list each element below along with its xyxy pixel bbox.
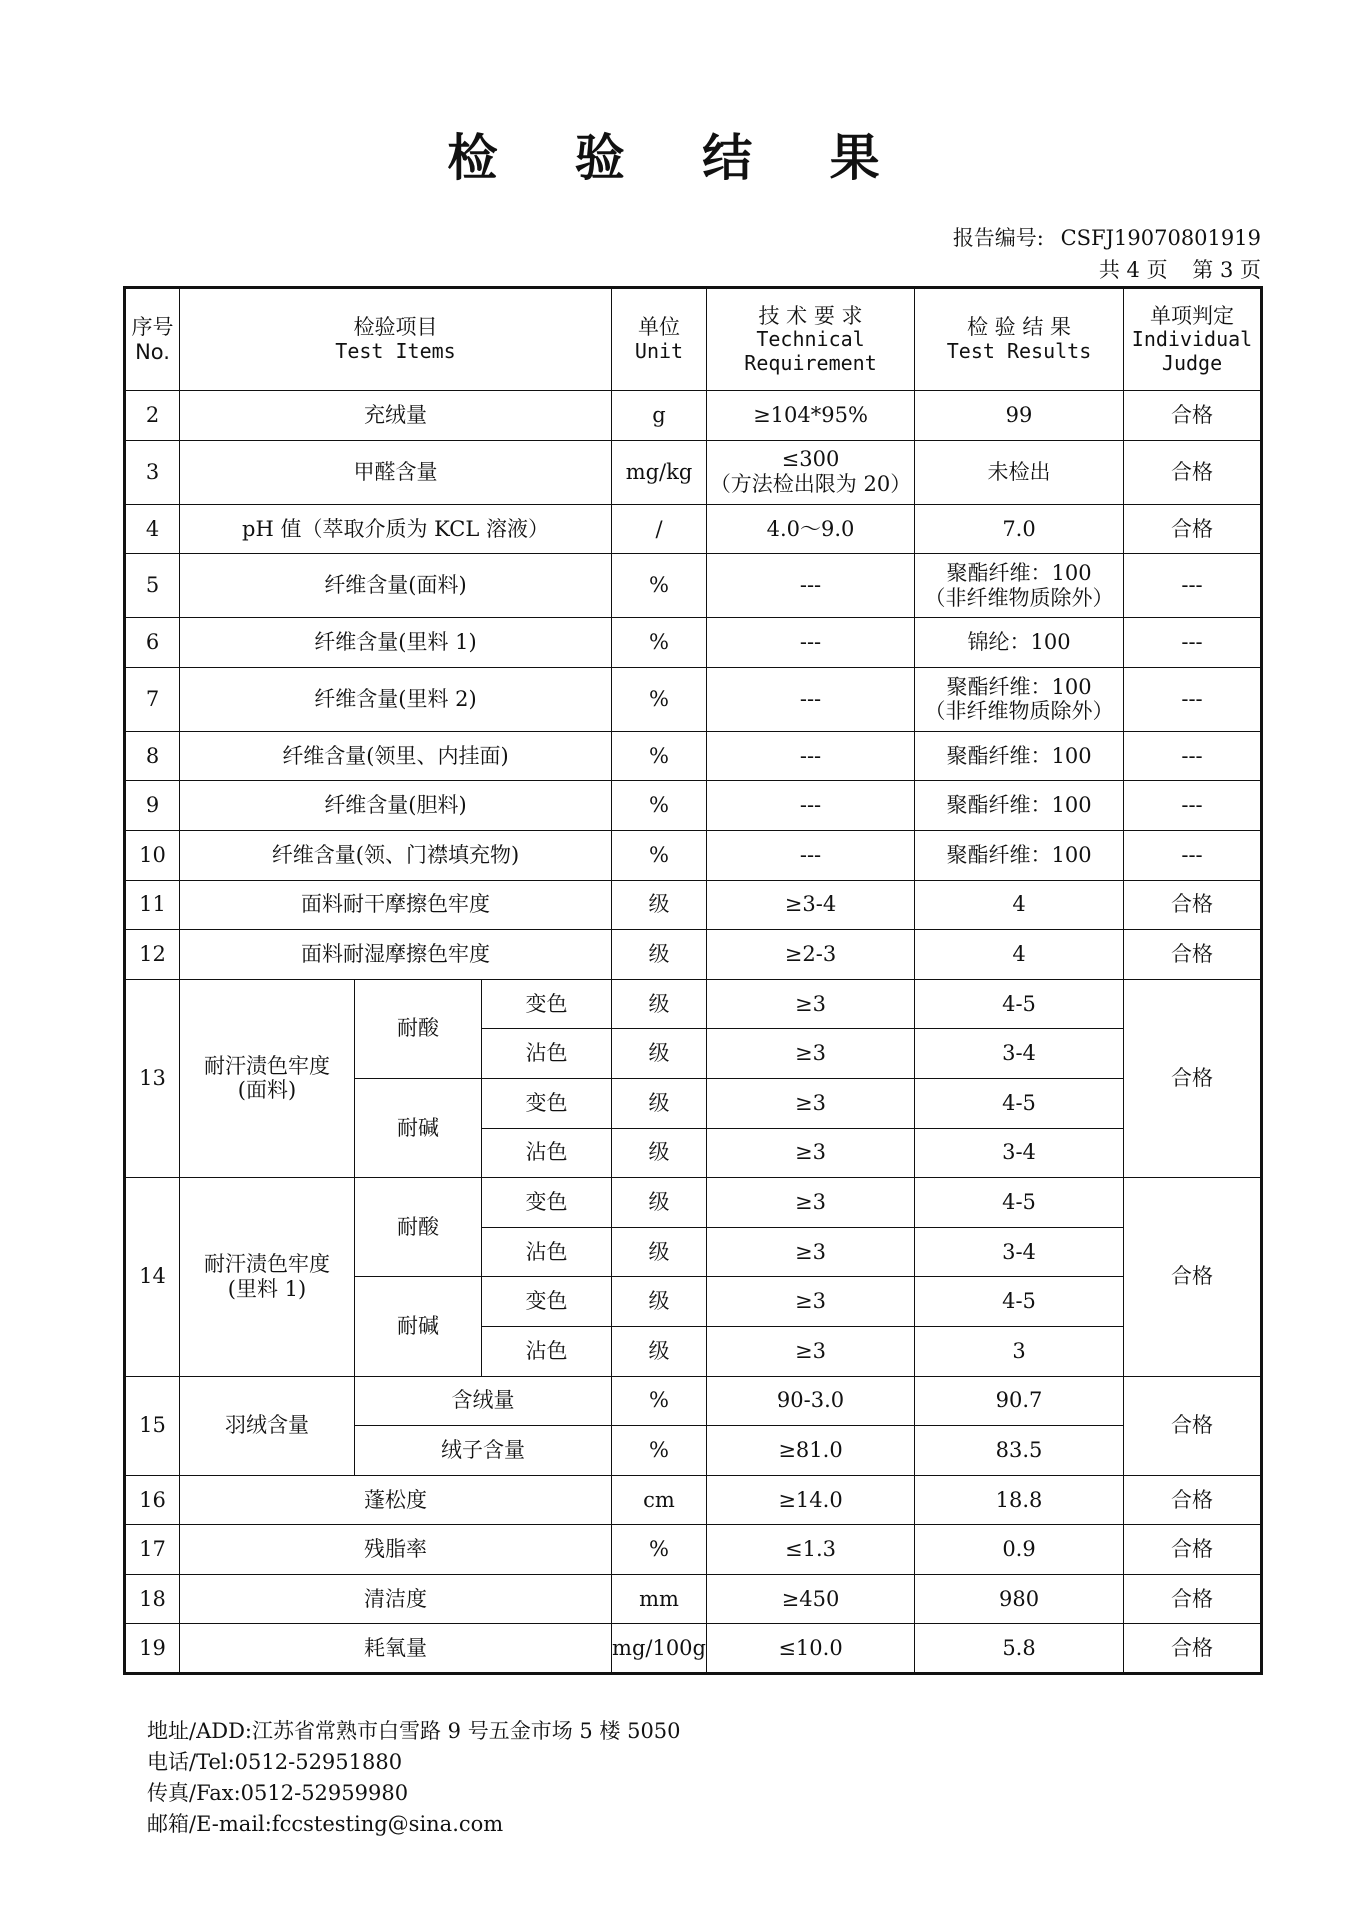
row-subitem: 绒子含量 bbox=[355, 1426, 612, 1476]
row-requirement: 4.0～9.0 bbox=[707, 504, 915, 554]
row-no: 11 bbox=[125, 880, 180, 930]
row-requirement: --- bbox=[707, 667, 915, 731]
row-judge: --- bbox=[1124, 667, 1262, 731]
footer-tel: 电话/Tel:0512-52951880 bbox=[147, 1750, 403, 1774]
row-judge: 合格 bbox=[1124, 880, 1262, 930]
row-unit: / bbox=[612, 504, 707, 554]
row-unit: mg/kg bbox=[612, 440, 707, 504]
row-item: 甲醛含量 bbox=[180, 440, 612, 504]
row-requirement: --- bbox=[707, 830, 915, 880]
row-subgroup: 耐碱 bbox=[355, 1277, 482, 1376]
row-unit: 级 bbox=[612, 1178, 707, 1228]
row-no: 9 bbox=[125, 781, 180, 831]
page-info bbox=[1099, 254, 1261, 284]
table-row bbox=[125, 391, 1262, 441]
row-unit: 级 bbox=[612, 1326, 707, 1376]
row-result: 聚酯纤维：100 （非纤维物质除外） bbox=[915, 667, 1124, 731]
row-no: 10 bbox=[125, 830, 180, 880]
row-unit: mg/100g bbox=[612, 1624, 707, 1674]
row-judge: --- bbox=[1124, 830, 1262, 880]
row-requirement: ≥3 bbox=[707, 1029, 915, 1079]
row-requirement: ≥3 bbox=[707, 1128, 915, 1178]
table-row bbox=[125, 1574, 1262, 1624]
table-row bbox=[125, 440, 1262, 504]
row-requirement: --- bbox=[707, 618, 915, 668]
row-judge: 合格 bbox=[1124, 391, 1262, 441]
row-item: 耐汗渍色牢度 (面料) bbox=[180, 979, 355, 1177]
row-result: 4-5 bbox=[915, 1178, 1124, 1228]
row-unit: 级 bbox=[612, 930, 707, 980]
row-judge: --- bbox=[1124, 554, 1262, 618]
table-row bbox=[125, 731, 1262, 781]
footer-email: 邮箱/E-mail:fccstesting@sina.com bbox=[147, 1812, 504, 1836]
row-requirement: ≥3 bbox=[707, 1277, 915, 1327]
row-requirement: ≤300 （方法检出限为 20） bbox=[707, 440, 915, 504]
table-row bbox=[125, 781, 1262, 831]
row-subitem: 含绒量 bbox=[355, 1376, 612, 1426]
row-no: 19 bbox=[125, 1624, 180, 1674]
row-no: 12 bbox=[125, 930, 180, 980]
row-requirement: ≥3 bbox=[707, 1326, 915, 1376]
row-subgroup: 耐碱 bbox=[355, 1078, 482, 1177]
row-item: 面料耐湿摩擦色牢度 bbox=[180, 930, 612, 980]
row-result: 4 bbox=[915, 880, 1124, 930]
report-number-label: 报告编号: bbox=[952, 226, 1044, 250]
row-item: 残脂率 bbox=[180, 1525, 612, 1575]
table-row bbox=[125, 618, 1262, 668]
row-result: 聚酯纤维：100 （非纤维物质除外） bbox=[915, 554, 1124, 618]
row-judge: 合格 bbox=[1124, 1624, 1262, 1674]
row-no: 18 bbox=[125, 1574, 180, 1624]
row-result: 18.8 bbox=[915, 1475, 1124, 1525]
row-unit: % bbox=[612, 1525, 707, 1575]
row-result: 未检出 bbox=[915, 440, 1124, 504]
row-item: 羽绒含量 bbox=[180, 1376, 355, 1475]
row-result: 4 bbox=[915, 930, 1124, 980]
row-no: 14 bbox=[125, 1178, 180, 1376]
row-unit: 级 bbox=[612, 1078, 707, 1128]
row-result: 4-5 bbox=[915, 1277, 1124, 1327]
row-judge: --- bbox=[1124, 731, 1262, 781]
row-unit: % bbox=[612, 1376, 707, 1426]
report-number-value: CSFJ19070801919 bbox=[1060, 226, 1261, 250]
row-no: 8 bbox=[125, 731, 180, 781]
header-no: 序号 No. bbox=[125, 288, 180, 391]
row-unit: % bbox=[612, 781, 707, 831]
table-row bbox=[125, 1376, 1262, 1426]
header-requirement: 技 术 要 求 Technical Requirement bbox=[707, 288, 915, 391]
row-judge: 合格 bbox=[1124, 504, 1262, 554]
results-table bbox=[123, 286, 1263, 1675]
row-item: 充绒量 bbox=[180, 391, 612, 441]
row-judge: 合格 bbox=[1124, 930, 1262, 980]
row-item: pH 值（萃取介质为 KCL 溶液） bbox=[180, 504, 612, 554]
row-subgroup: 耐酸 bbox=[355, 979, 482, 1078]
row-result: 83.5 bbox=[915, 1426, 1124, 1476]
row-item: 纤维含量(面料) bbox=[180, 554, 612, 618]
row-requirement: ≥3 bbox=[707, 1178, 915, 1228]
row-unit: 级 bbox=[612, 979, 707, 1029]
row-requirement: --- bbox=[707, 554, 915, 618]
row-item: 蓬松度 bbox=[180, 1475, 612, 1525]
table-row bbox=[125, 979, 1262, 1029]
row-no: 6 bbox=[125, 618, 180, 668]
row-unit: 级 bbox=[612, 880, 707, 930]
row-subitem: 沾色 bbox=[482, 1029, 612, 1079]
table-row bbox=[125, 880, 1262, 930]
row-unit: % bbox=[612, 554, 707, 618]
row-no: 5 bbox=[125, 554, 180, 618]
footer-contact bbox=[147, 1716, 681, 1840]
row-subitem: 变色 bbox=[482, 1277, 612, 1327]
row-requirement: ≥104*95% bbox=[707, 391, 915, 441]
row-requirement: ≥3 bbox=[707, 1227, 915, 1277]
row-judge: 合格 bbox=[1124, 1525, 1262, 1575]
row-unit: % bbox=[612, 731, 707, 781]
row-unit: mm bbox=[612, 1574, 707, 1624]
row-result: 99 bbox=[915, 391, 1124, 441]
row-subitem: 变色 bbox=[482, 1178, 612, 1228]
row-no: 7 bbox=[125, 667, 180, 731]
table-row bbox=[125, 830, 1262, 880]
row-requirement: ≥81.0 bbox=[707, 1426, 915, 1476]
row-no: 15 bbox=[125, 1376, 180, 1475]
row-subgroup: 耐酸 bbox=[355, 1178, 482, 1277]
row-unit: % bbox=[612, 618, 707, 668]
row-item: 耗氧量 bbox=[180, 1624, 612, 1674]
row-subitem: 变色 bbox=[482, 979, 612, 1029]
row-subitem: 沾色 bbox=[482, 1128, 612, 1178]
table-row bbox=[125, 930, 1262, 980]
row-judge: 合格 bbox=[1124, 1475, 1262, 1525]
row-subitem: 沾色 bbox=[482, 1326, 612, 1376]
row-requirement: --- bbox=[707, 781, 915, 831]
row-unit: 级 bbox=[612, 1277, 707, 1327]
row-no: 16 bbox=[125, 1475, 180, 1525]
row-no: 2 bbox=[125, 391, 180, 441]
row-item: 纤维含量(领里、内挂面) bbox=[180, 731, 612, 781]
header-results: 检 验 结 果 Test Results bbox=[915, 288, 1124, 391]
table-row bbox=[125, 1178, 1262, 1228]
table-row bbox=[125, 1525, 1262, 1575]
row-result: 3-4 bbox=[915, 1227, 1124, 1277]
row-result: 0.9 bbox=[915, 1525, 1124, 1575]
row-judge: 合格 bbox=[1124, 1376, 1262, 1475]
row-subitem: 变色 bbox=[482, 1078, 612, 1128]
row-no: 3 bbox=[125, 440, 180, 504]
row-judge: 合格 bbox=[1124, 1178, 1262, 1376]
row-item: 清洁度 bbox=[180, 1574, 612, 1624]
row-no: 17 bbox=[125, 1525, 180, 1575]
row-requirement: ≥14.0 bbox=[707, 1475, 915, 1525]
row-item: 纤维含量(里料 1) bbox=[180, 618, 612, 668]
table-row bbox=[125, 554, 1262, 618]
row-result: 4-5 bbox=[915, 1078, 1124, 1128]
row-unit: % bbox=[612, 830, 707, 880]
row-requirement: ≥2-3 bbox=[707, 930, 915, 980]
row-unit: 级 bbox=[612, 1029, 707, 1079]
row-judge: 合格 bbox=[1124, 440, 1262, 504]
row-requirement: 90-3.0 bbox=[707, 1376, 915, 1426]
row-result: 聚酯纤维：100 bbox=[915, 781, 1124, 831]
row-result: 聚酯纤维：100 bbox=[915, 830, 1124, 880]
page-current: 第 3 页 bbox=[1192, 258, 1261, 282]
row-item: 纤维含量(胆料) bbox=[180, 781, 612, 831]
header-item: 检验项目 Test Items bbox=[180, 288, 612, 391]
row-requirement: ≥3 bbox=[707, 1078, 915, 1128]
row-judge: --- bbox=[1124, 781, 1262, 831]
table-row bbox=[125, 1475, 1262, 1525]
row-no: 13 bbox=[125, 979, 180, 1177]
row-result: 锦纶：100 bbox=[915, 618, 1124, 668]
row-unit: 级 bbox=[612, 1128, 707, 1178]
row-unit: cm bbox=[612, 1475, 707, 1525]
row-no: 4 bbox=[125, 504, 180, 554]
row-unit: 级 bbox=[612, 1227, 707, 1277]
row-judge: --- bbox=[1124, 618, 1262, 668]
report-number bbox=[953, 222, 1261, 252]
row-item: 纤维含量(里料 2) bbox=[180, 667, 612, 731]
table-row bbox=[125, 1624, 1262, 1674]
row-requirement: ≤1.3 bbox=[707, 1525, 915, 1575]
row-result: 7.0 bbox=[915, 504, 1124, 554]
row-result: 3-4 bbox=[915, 1029, 1124, 1079]
row-unit: % bbox=[612, 1426, 707, 1476]
row-requirement: ≥450 bbox=[707, 1574, 915, 1624]
row-judge: 合格 bbox=[1124, 979, 1262, 1177]
row-item: 面料耐干摩擦色牢度 bbox=[180, 880, 612, 930]
table-row bbox=[125, 504, 1262, 554]
row-unit: % bbox=[612, 667, 707, 731]
row-result: 3 bbox=[915, 1326, 1124, 1376]
header-judge: 单项判定 Individual Judge bbox=[1124, 288, 1262, 391]
row-requirement: --- bbox=[707, 731, 915, 781]
footer-fax: 传真/Fax:0512-52959980 bbox=[147, 1781, 409, 1805]
row-result: 980 bbox=[915, 1574, 1124, 1624]
row-subitem: 沾色 bbox=[482, 1227, 612, 1277]
row-result: 3-4 bbox=[915, 1128, 1124, 1178]
page-title: 检 验 结 果 bbox=[447, 129, 910, 187]
row-requirement: ≥3-4 bbox=[707, 880, 915, 930]
row-result: 4-5 bbox=[915, 979, 1124, 1029]
page-total: 共 4 页 bbox=[1098, 258, 1168, 282]
row-requirement: ≥3 bbox=[707, 979, 915, 1029]
header-unit: 单位 Unit bbox=[612, 288, 707, 391]
row-result: 5.8 bbox=[915, 1624, 1124, 1674]
row-unit: g bbox=[612, 391, 707, 441]
row-result: 聚酯纤维：100 bbox=[915, 731, 1124, 781]
row-result: 90.7 bbox=[915, 1376, 1124, 1426]
row-judge: 合格 bbox=[1124, 1574, 1262, 1624]
table-row bbox=[125, 667, 1262, 731]
footer-address: 地址/ADD:江苏省常熟市白雪路 9 号五金市场 5 楼 5050 bbox=[147, 1719, 681, 1743]
header-row bbox=[125, 288, 1262, 391]
row-item: 纤维含量(领、门襟填充物) bbox=[180, 830, 612, 880]
row-item: 耐汗渍色牢度 (里料 1) bbox=[180, 1178, 355, 1376]
row-requirement: ≤10.0 bbox=[707, 1624, 915, 1674]
